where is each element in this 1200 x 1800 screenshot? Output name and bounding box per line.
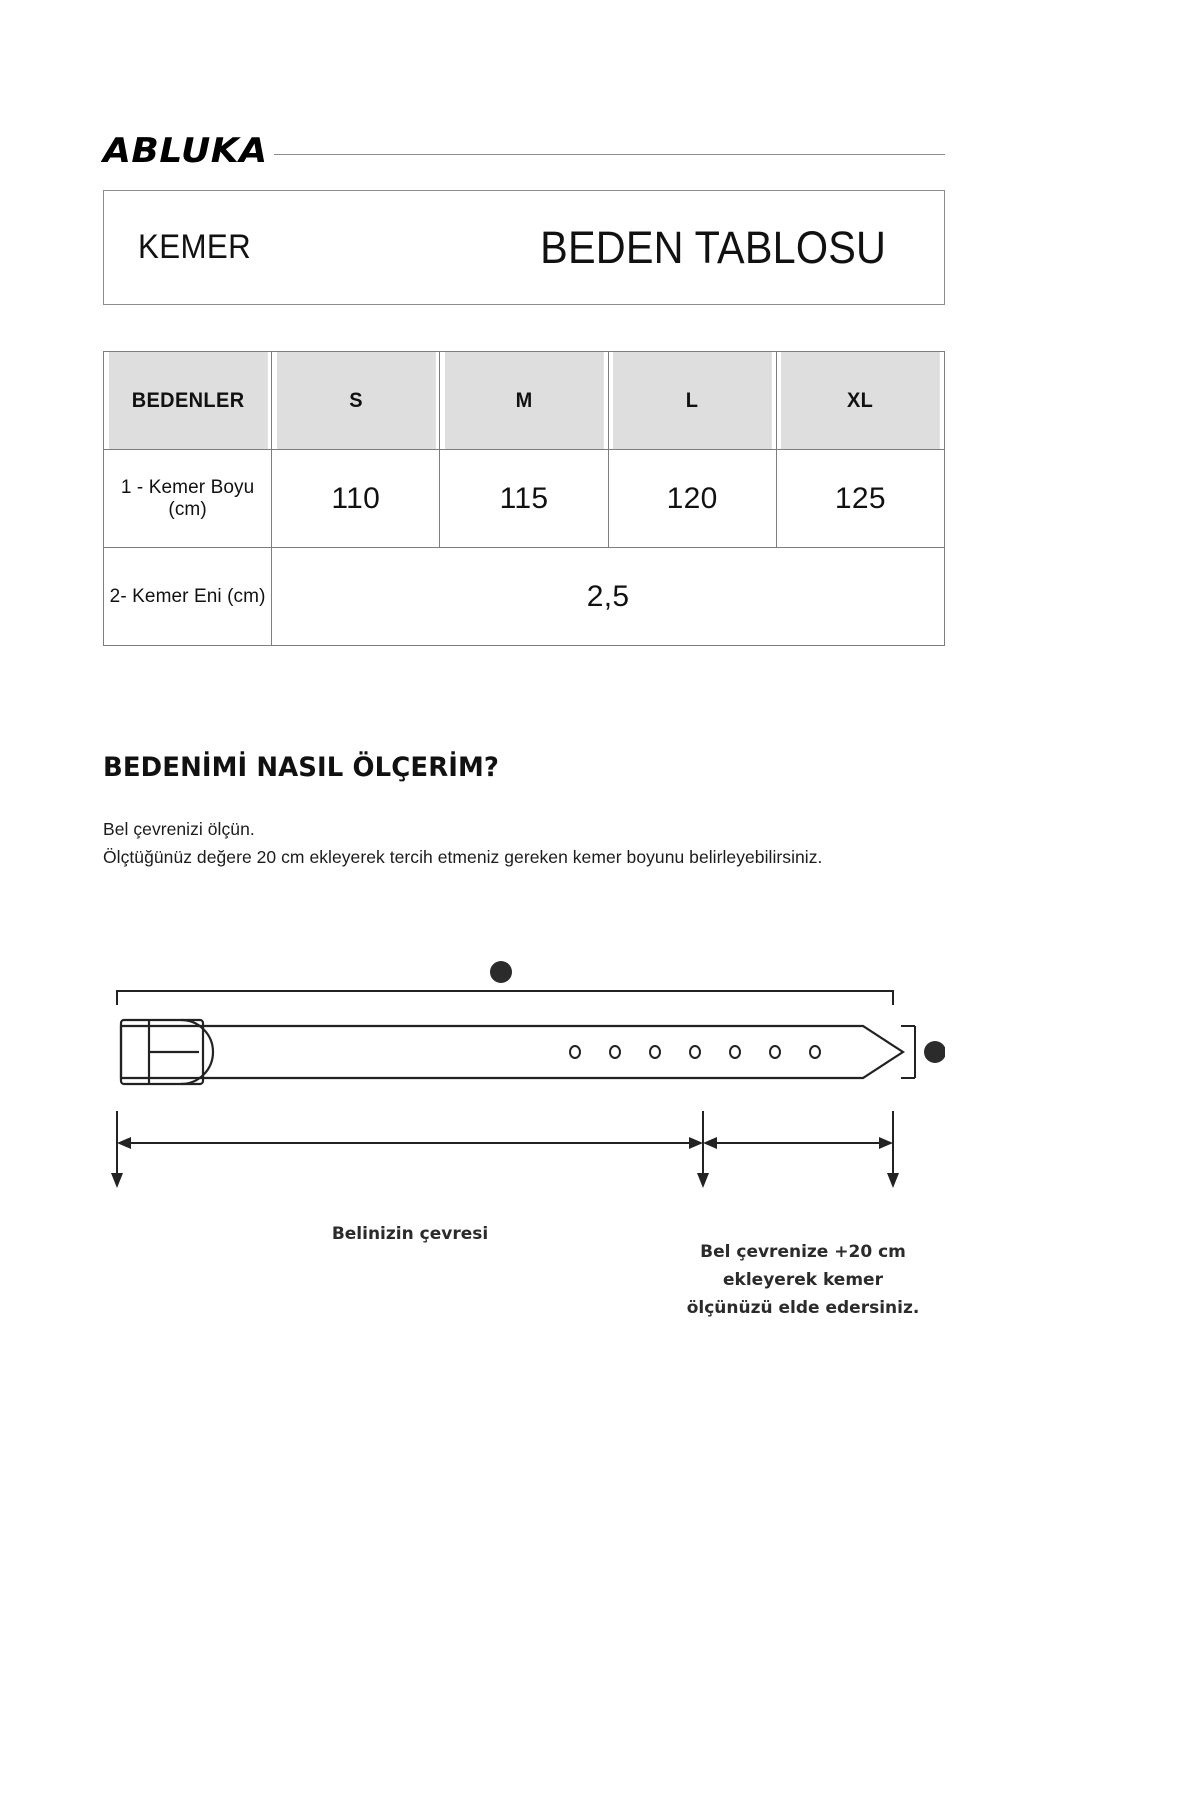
page-title: BEDEN TABLOSU	[540, 221, 887, 273]
belt-length-bracket	[117, 991, 893, 1005]
belt-shape	[121, 1020, 903, 1084]
howto-line-2: Ölçtüğünüz değere 20 cm ekleyerek tercih etmeniz gereken kemer boyunu belirleyebilirsiniz.	[103, 847, 823, 868]
howto-heading: BEDENİMİ NASIL ÖLÇERİM?	[103, 752, 500, 783]
belt-diagram-svg	[103, 935, 945, 1355]
column-header-s: S	[276, 352, 436, 450]
title-box	[103, 190, 945, 305]
row-label-kemer-boyu: 1 - Kemer Boyu (cm)	[104, 450, 272, 548]
size-table-body	[104, 450, 945, 646]
column-header-l: L	[612, 352, 772, 450]
dimension-arrowheads-down	[111, 1173, 899, 1188]
howto-copy	[103, 815, 953, 872]
extra-label-line-2: ekleyerek kemer	[723, 1270, 883, 1290]
size-table-head	[104, 352, 945, 450]
cell-kemer-eni-all-sizes: 2,5	[272, 548, 945, 646]
waist-label: Belinizin çevresi	[331, 1224, 489, 1244]
column-header-m: M	[444, 352, 604, 450]
brand-header	[103, 131, 945, 171]
cell-kemer-boyu-xl: 125	[776, 450, 944, 548]
column-header-xl: XL	[780, 352, 940, 450]
dimension-guides	[117, 1111, 893, 1180]
brand-divider-rule	[274, 154, 945, 155]
table-row	[104, 548, 945, 646]
cell-kemer-boyu-m: 115	[440, 450, 608, 548]
cell-kemer-boyu-l: 120	[608, 450, 776, 548]
marker-2-number: 2	[930, 1046, 940, 1061]
size-table	[103, 351, 945, 646]
howto-line-1: Bel çevrenizi ölçün.	[103, 819, 255, 839]
marker-1-number: 1	[496, 966, 506, 981]
cell-kemer-boyu-s: 110	[272, 450, 440, 548]
column-header-bedenler: BEDENLER	[108, 352, 268, 450]
row-label-kemer-eni: 2- Kemer Eni (cm)	[104, 548, 272, 646]
table-header-row	[104, 352, 945, 450]
belt-measurement-diagram	[103, 935, 945, 1355]
extra-label-line-3: ölçünüzü elde edersiniz.	[686, 1298, 920, 1318]
brand-logo: ABLUKA	[103, 131, 268, 171]
belt-holes	[570, 1046, 820, 1058]
table-row	[104, 450, 945, 548]
extra-label-line-1: Bel çevrenize +20 cm	[700, 1242, 906, 1262]
product-category-label: KEMER	[138, 228, 252, 266]
